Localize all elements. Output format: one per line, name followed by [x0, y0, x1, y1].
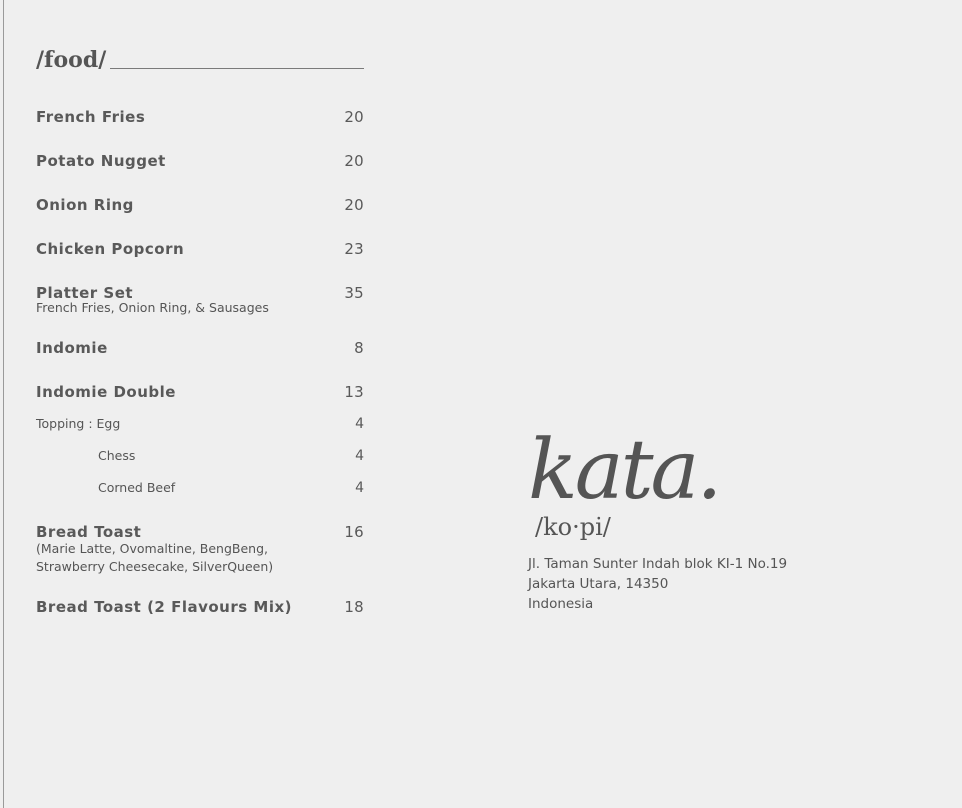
menu-item-bread-toast-mix: [36, 598, 364, 616]
item-price: 8: [354, 339, 364, 357]
address-line: Jl. Taman Sunter Indah blok KI-1 No.19: [528, 556, 788, 573]
item-name: Indomie Double: [36, 383, 176, 401]
address-line: Indonesia: [528, 596, 594, 613]
item-name: French Fries: [36, 108, 146, 126]
menu-item-potato-nugget: [36, 152, 364, 170]
item-price: 18: [344, 598, 364, 616]
page-left-border: [3, 0, 4, 808]
topping-chess: [36, 448, 364, 464]
brand-logo-text: kata.: [528, 423, 720, 518]
item-price: 20: [344, 196, 364, 214]
item-name: Platter Set: [36, 284, 134, 302]
topping-egg: [36, 416, 364, 432]
item-price: 20: [344, 152, 364, 170]
topping-label: Corned Beef: [98, 480, 176, 495]
address: [528, 554, 828, 614]
topping-corned-beef: [36, 480, 364, 496]
menu-item-chicken-popcorn: [36, 240, 364, 258]
item-name: Potato Nugget: [36, 152, 166, 170]
topping-price: 4: [355, 480, 364, 496]
item-price: 13: [344, 383, 364, 401]
menu-item-indomie: [36, 339, 364, 357]
menu-heading: [36, 40, 364, 72]
menu-item-platter-set: [36, 284, 364, 317]
item-name: Onion Ring: [36, 196, 134, 214]
menu-item-french-fries: [36, 108, 364, 126]
food-menu: [36, 40, 364, 616]
address-line: Jakarta Utara, 14350: [528, 576, 669, 593]
item-description: French Fries, Onion Ring, & Sausages: [36, 300, 269, 315]
heading-divider: [110, 68, 364, 69]
item-name: Bread Toast: [36, 523, 142, 541]
topping-price: 4: [355, 416, 364, 432]
menu-item-bread-toast: [36, 523, 364, 576]
menu-heading-title: /food/: [36, 47, 107, 73]
item-name: Indomie: [36, 339, 108, 357]
brand-phonetic: /ko·pi/: [535, 513, 611, 541]
item-description-line: (Marie Latte, Ovomaltine, BengBeng,: [36, 541, 269, 556]
menu-item-onion-ring: [36, 196, 364, 214]
menu-item-indomie-double: [36, 383, 364, 401]
item-price: 20: [344, 108, 364, 126]
topping-price: 4: [355, 448, 364, 464]
topping-label: Topping : Egg: [36, 416, 121, 431]
brand-block: [528, 423, 828, 614]
item-name: Bread Toast (2 Flavours Mix): [36, 598, 293, 616]
item-name: Chicken Popcorn: [36, 240, 185, 258]
item-price: 35: [344, 284, 364, 302]
item-price: 16: [344, 523, 364, 541]
item-price: 23: [344, 240, 364, 258]
item-description-line: Strawberry Cheesecake, SilverQueen): [36, 559, 274, 574]
topping-label: Chess: [98, 448, 136, 463]
